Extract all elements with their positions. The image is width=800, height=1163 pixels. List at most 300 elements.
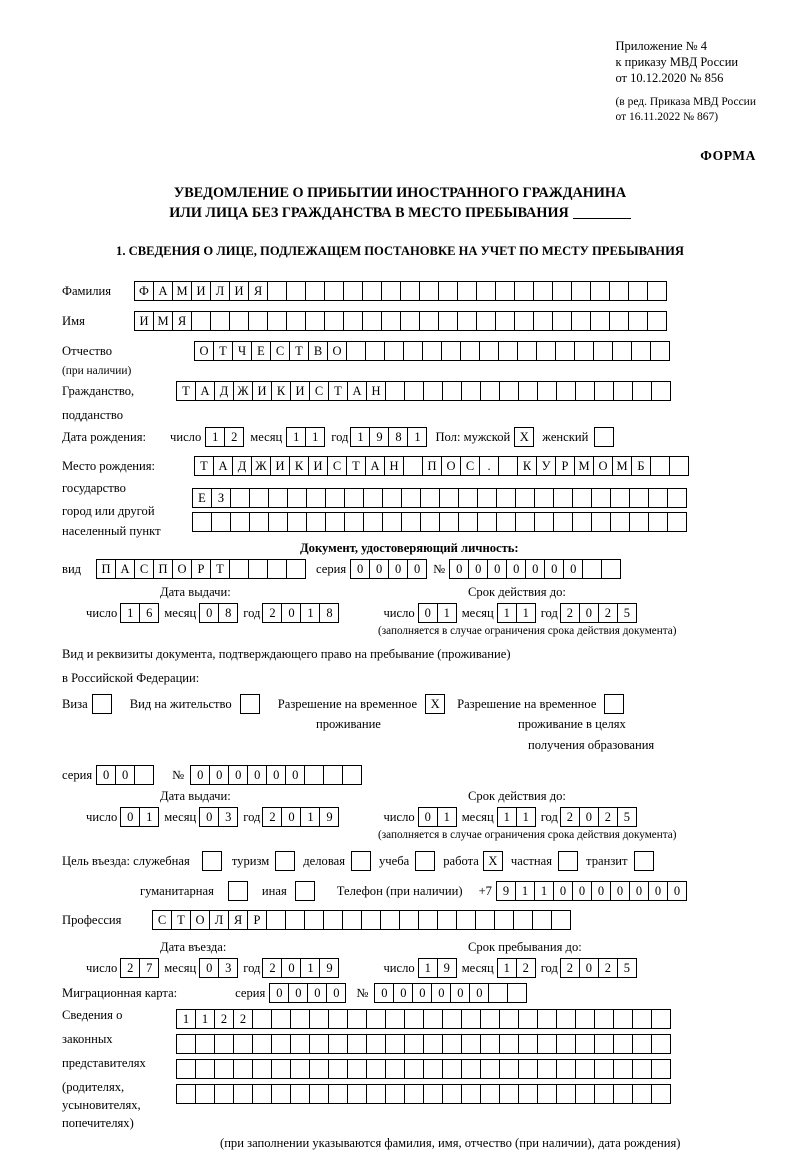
patronymic-boxes-cell[interactable] — [498, 341, 518, 361]
surname-boxes-cell[interactable] — [362, 281, 382, 301]
legal-rep-cell[interactable] — [480, 1009, 500, 1029]
legal-rep-cell[interactable]: 2 — [233, 1009, 253, 1029]
surname-boxes-cell[interactable] — [438, 281, 458, 301]
patronymic-boxes-cell[interactable] — [422, 341, 442, 361]
patronymic-boxes-cell[interactable]: В — [308, 341, 328, 361]
legal-rep-cell[interactable] — [233, 1034, 253, 1054]
birth-place-cell[interactable] — [211, 512, 231, 532]
birth-place-cell[interactable]: К — [517, 456, 537, 476]
stay-issue-year-boxes-cell[interactable]: 2 — [262, 807, 282, 827]
stay-series-boxes-cell[interactable]: 0 — [115, 765, 135, 785]
citizenship-boxes-cell[interactable] — [556, 381, 576, 401]
doc-kind-boxes-cell[interactable]: Р — [191, 559, 211, 579]
purpose-study-box-cell[interactable] — [415, 851, 435, 871]
stay-to-month-boxes-cell[interactable]: 2 — [516, 958, 536, 978]
surname-boxes-cell[interactable] — [343, 281, 363, 301]
name-boxes-cell[interactable] — [210, 311, 230, 331]
birth-place-cell[interactable]: С — [327, 456, 347, 476]
surname-boxes-cell[interactable] — [514, 281, 534, 301]
legal-rep-cell[interactable] — [651, 1084, 671, 1104]
phone-boxes-cell[interactable]: 0 — [648, 881, 668, 901]
profession-boxes-cell[interactable] — [418, 910, 438, 930]
citizenship-boxes-cell[interactable] — [442, 381, 462, 401]
doc-kind-boxes-cell[interactable]: Т — [210, 559, 230, 579]
legal-rep-cell[interactable] — [423, 1084, 443, 1104]
stay-issue-year-boxes-cell[interactable]: 9 — [319, 807, 339, 827]
birth-place-cell[interactable] — [669, 456, 689, 476]
legal-rep-cell[interactable] — [632, 1034, 652, 1054]
name-boxes-cell[interactable] — [571, 311, 591, 331]
birth-place-cell[interactable] — [648, 512, 668, 532]
legal-rep-cell[interactable] — [537, 1084, 557, 1104]
legal-rep-cell[interactable] — [613, 1009, 633, 1029]
purpose-humanitarian-box-cell[interactable] — [228, 881, 248, 901]
legal-rep-cell[interactable] — [252, 1034, 272, 1054]
birth-place-cell[interactable] — [439, 488, 459, 508]
birth-place-cell[interactable] — [610, 488, 630, 508]
legal-rep-cell[interactable]: 2 — [214, 1009, 234, 1029]
entry-year-boxes-cell[interactable]: 2 — [262, 958, 282, 978]
patronymic-boxes-cell[interactable] — [384, 341, 404, 361]
entry-year-boxes-cell[interactable]: 9 — [319, 958, 339, 978]
purpose-tourism-box-cell[interactable] — [275, 851, 295, 871]
doc-valid-year-boxes-cell[interactable]: 5 — [617, 603, 637, 623]
birth-place-cell[interactable] — [363, 488, 383, 508]
doc-number-boxes-cell[interactable]: 0 — [506, 559, 526, 579]
name-boxes-cell[interactable] — [267, 311, 287, 331]
citizenship-boxes-cell[interactable]: Д — [214, 381, 234, 401]
stay-issue-year-boxes-cell[interactable]: 0 — [281, 807, 301, 827]
legal-rep-cell[interactable] — [442, 1009, 462, 1029]
stay-to-year-boxes-cell[interactable]: 2 — [598, 958, 618, 978]
mc-number-boxes-cell[interactable]: 0 — [412, 983, 432, 1003]
edu-residence-box-cell[interactable] — [604, 694, 624, 714]
doc-issue-year-boxes-cell[interactable]: 1 — [300, 603, 320, 623]
patronymic-boxes-cell[interactable]: О — [194, 341, 214, 361]
citizenship-boxes-cell[interactable]: А — [195, 381, 215, 401]
citizenship-boxes-cell[interactable] — [461, 381, 481, 401]
legal-rep-cell[interactable] — [442, 1084, 462, 1104]
stay-issue-month-boxes-cell[interactable]: 3 — [218, 807, 238, 827]
temp-residence-box-cell[interactable]: X — [425, 694, 445, 714]
name-boxes-cell[interactable] — [381, 311, 401, 331]
legal-rep-cell[interactable] — [385, 1059, 405, 1079]
citizenship-boxes-cell[interactable]: Т — [328, 381, 348, 401]
patronymic-boxes-cell[interactable]: О — [327, 341, 347, 361]
visa-box-cell[interactable] — [92, 694, 112, 714]
mc-series-boxes-cell[interactable]: 0 — [326, 983, 346, 1003]
birth-place-cell[interactable] — [515, 512, 535, 532]
birth-place-cell[interactable] — [591, 512, 611, 532]
stay-number-boxes-cell[interactable] — [323, 765, 343, 785]
legal-rep-cell[interactable] — [518, 1009, 538, 1029]
name-boxes-cell[interactable] — [514, 311, 534, 331]
birth-place-cell[interactable] — [325, 488, 345, 508]
birth-month-boxes-cell[interactable]: 1 — [305, 427, 325, 447]
birth-place-cell[interactable] — [648, 488, 668, 508]
birth-place-cell[interactable] — [268, 488, 288, 508]
doc-issue-day-boxes-cell[interactable]: 1 — [120, 603, 140, 623]
patronymic-boxes-cell[interactable] — [536, 341, 556, 361]
stay-issue-day-boxes-cell[interactable]: 0 — [120, 807, 140, 827]
birth-place-cell[interactable] — [382, 488, 402, 508]
birth-place-cell[interactable] — [553, 512, 573, 532]
birth-place-cell[interactable] — [249, 488, 269, 508]
birth-place-cell[interactable]: А — [213, 456, 233, 476]
birth-place-cell[interactable]: Т — [346, 456, 366, 476]
doc-kind-boxes-cell[interactable] — [248, 559, 268, 579]
mc-series-boxes-cell[interactable]: 0 — [269, 983, 289, 1003]
legal-rep-cell[interactable] — [556, 1059, 576, 1079]
legal-rep-cell[interactable] — [594, 1084, 614, 1104]
birth-place-cell[interactable] — [534, 488, 554, 508]
birth-day-boxes-cell[interactable]: 2 — [224, 427, 244, 447]
legal-rep-cell[interactable] — [575, 1009, 595, 1029]
name-boxes-cell[interactable]: Я — [172, 311, 192, 331]
patronymic-boxes-cell[interactable]: Т — [213, 341, 233, 361]
birth-place-cell[interactable]: А — [365, 456, 385, 476]
birth-year-boxes-cell[interactable]: 9 — [369, 427, 389, 447]
name-boxes-cell[interactable] — [343, 311, 363, 331]
surname-boxes-cell[interactable] — [628, 281, 648, 301]
birth-place-cell[interactable] — [477, 488, 497, 508]
legal-rep-cell[interactable] — [309, 1034, 329, 1054]
legal-rep-cell[interactable] — [290, 1084, 310, 1104]
profession-boxes-cell[interactable]: Я — [228, 910, 248, 930]
doc-kind-boxes-cell[interactable]: А — [115, 559, 135, 579]
surname-boxes-cell[interactable] — [647, 281, 667, 301]
name-boxes-cell[interactable] — [419, 311, 439, 331]
birth-place-cell[interactable] — [458, 488, 478, 508]
legal-rep-cell[interactable] — [309, 1059, 329, 1079]
entry-year-boxes-cell[interactable]: 0 — [281, 958, 301, 978]
birth-place-cell[interactable] — [268, 512, 288, 532]
phone-boxes-cell[interactable]: 0 — [553, 881, 573, 901]
doc-kind-boxes-cell[interactable]: П — [153, 559, 173, 579]
name-boxes-cell[interactable] — [533, 311, 553, 331]
doc-issue-day-boxes-cell[interactable]: 6 — [139, 603, 159, 623]
birth-place-cell[interactable] — [572, 488, 592, 508]
stay-number-boxes-cell[interactable]: 0 — [209, 765, 229, 785]
legal-rep-cell[interactable] — [290, 1034, 310, 1054]
profession-boxes-cell[interactable] — [532, 910, 552, 930]
name-boxes-cell[interactable] — [609, 311, 629, 331]
doc-number-boxes-cell[interactable]: 0 — [544, 559, 564, 579]
birth-place-cell[interactable] — [363, 512, 383, 532]
birth-place-cell[interactable] — [287, 488, 307, 508]
mc-number-boxes-cell[interactable]: 0 — [450, 983, 470, 1003]
birth-place-cell[interactable]: Ж — [251, 456, 271, 476]
surname-boxes-cell[interactable] — [381, 281, 401, 301]
legal-rep-cell[interactable] — [214, 1084, 234, 1104]
stay-to-day-boxes-cell[interactable]: 9 — [437, 958, 457, 978]
surname-boxes-cell[interactable] — [590, 281, 610, 301]
doc-number-boxes-cell[interactable]: 0 — [449, 559, 469, 579]
legal-rep-cell[interactable] — [461, 1034, 481, 1054]
legal-rep-cell[interactable] — [347, 1034, 367, 1054]
phone-boxes-cell[interactable]: 1 — [534, 881, 554, 901]
mc-number-boxes-cell[interactable] — [507, 983, 527, 1003]
birth-place-cell[interactable]: И — [308, 456, 328, 476]
birth-place-cell[interactable]: Т — [194, 456, 214, 476]
stay-to-day-boxes-cell[interactable]: 1 — [418, 958, 438, 978]
doc-valid-year-boxes-cell[interactable]: 0 — [579, 603, 599, 623]
legal-rep-cell[interactable] — [461, 1009, 481, 1029]
profession-boxes-cell[interactable] — [266, 910, 286, 930]
doc-valid-year-boxes-cell[interactable]: 2 — [560, 603, 580, 623]
legal-rep-cell[interactable] — [385, 1084, 405, 1104]
patronymic-boxes-cell[interactable]: С — [270, 341, 290, 361]
legal-rep-cell[interactable] — [404, 1009, 424, 1029]
legal-rep-cell[interactable] — [423, 1034, 443, 1054]
name-boxes-cell[interactable] — [305, 311, 325, 331]
name-boxes-cell[interactable] — [438, 311, 458, 331]
legal-rep-cell[interactable] — [271, 1059, 291, 1079]
stay-number-boxes-cell[interactable] — [304, 765, 324, 785]
birth-place-cell[interactable]: И — [270, 456, 290, 476]
legal-rep-cell[interactable] — [613, 1084, 633, 1104]
legal-rep-cell[interactable] — [195, 1084, 215, 1104]
profession-boxes-cell[interactable] — [323, 910, 343, 930]
doc-kind-boxes-cell[interactable] — [267, 559, 287, 579]
stay-series-boxes-cell[interactable]: 0 — [96, 765, 116, 785]
doc-valid-day-boxes-cell[interactable]: 0 — [418, 603, 438, 623]
doc-issue-year-boxes-cell[interactable]: 8 — [319, 603, 339, 623]
birth-place-cell[interactable]: Б — [631, 456, 651, 476]
surname-boxes-cell[interactable] — [457, 281, 477, 301]
patronymic-boxes-cell[interactable]: Ч — [232, 341, 252, 361]
birth-day-boxes-cell[interactable]: 1 — [205, 427, 225, 447]
doc-series-boxes-cell[interactable]: 0 — [350, 559, 370, 579]
surname-boxes-cell[interactable] — [400, 281, 420, 301]
doc-issue-year-boxes-cell[interactable]: 0 — [281, 603, 301, 623]
doc-issue-month-boxes-cell[interactable]: 8 — [218, 603, 238, 623]
legal-rep-cell[interactable] — [632, 1084, 652, 1104]
patronymic-boxes-cell[interactable] — [612, 341, 632, 361]
legal-rep-cell[interactable] — [613, 1034, 633, 1054]
legal-rep-cell[interactable] — [233, 1059, 253, 1079]
legal-rep-cell[interactable] — [347, 1009, 367, 1029]
patronymic-boxes-cell[interactable] — [346, 341, 366, 361]
birth-place-cell[interactable]: Е — [192, 488, 212, 508]
legal-rep-cell[interactable] — [632, 1059, 652, 1079]
stay-issue-day-boxes-cell[interactable]: 1 — [139, 807, 159, 827]
patronymic-boxes-cell[interactable] — [650, 341, 670, 361]
birth-place-cell[interactable]: Н — [384, 456, 404, 476]
legal-rep-cell[interactable] — [423, 1009, 443, 1029]
patronymic-boxes-cell[interactable] — [517, 341, 537, 361]
legal-rep-cell[interactable] — [480, 1059, 500, 1079]
patronymic-boxes-cell[interactable]: Т — [289, 341, 309, 361]
profession-boxes-cell[interactable] — [304, 910, 324, 930]
legal-rep-cell[interactable] — [594, 1009, 614, 1029]
stay-valid-year-boxes-cell[interactable]: 0 — [579, 807, 599, 827]
legal-rep-cell[interactable] — [537, 1059, 557, 1079]
legal-rep-cell[interactable] — [575, 1084, 595, 1104]
stay-number-boxes-cell[interactable] — [342, 765, 362, 785]
doc-series-boxes-cell[interactable]: 0 — [388, 559, 408, 579]
legal-rep-cell[interactable] — [537, 1034, 557, 1054]
doc-kind-boxes-cell[interactable] — [229, 559, 249, 579]
legal-rep-cell[interactable] — [347, 1084, 367, 1104]
birth-place-cell[interactable]: П — [422, 456, 442, 476]
surname-boxes-cell[interactable]: М — [172, 281, 192, 301]
patronymic-boxes-cell[interactable] — [479, 341, 499, 361]
stay-valid-year-boxes-cell[interactable]: 5 — [617, 807, 637, 827]
patronymic-boxes-cell[interactable] — [441, 341, 461, 361]
legal-rep-cell[interactable] — [480, 1034, 500, 1054]
sex-female-box-cell[interactable] — [594, 427, 614, 447]
citizenship-boxes-cell[interactable] — [537, 381, 557, 401]
purpose-private-box-cell[interactable] — [558, 851, 578, 871]
name-boxes-cell[interactable] — [647, 311, 667, 331]
legal-rep-cell[interactable] — [651, 1059, 671, 1079]
stay-to-year-boxes-cell[interactable]: 2 — [560, 958, 580, 978]
citizenship-boxes-cell[interactable]: Н — [366, 381, 386, 401]
profession-boxes-cell[interactable]: Л — [209, 910, 229, 930]
surname-boxes-cell[interactable] — [267, 281, 287, 301]
stay-series-boxes-cell[interactable] — [134, 765, 154, 785]
stay-valid-year-boxes-cell[interactable]: 2 — [560, 807, 580, 827]
stay-number-boxes-cell[interactable]: 0 — [228, 765, 248, 785]
stay-to-year-boxes-cell[interactable]: 5 — [617, 958, 637, 978]
mc-number-boxes-cell[interactable]: 0 — [374, 983, 394, 1003]
name-boxes-cell[interactable] — [495, 311, 515, 331]
legal-rep-cell[interactable] — [328, 1009, 348, 1029]
legal-rep-cell[interactable] — [309, 1084, 329, 1104]
name-boxes-cell[interactable] — [248, 311, 268, 331]
surname-boxes-cell[interactable]: Я — [248, 281, 268, 301]
legal-rep-cell[interactable] — [271, 1084, 291, 1104]
legal-rep-cell[interactable] — [518, 1084, 538, 1104]
mc-series-boxes-cell[interactable]: 0 — [288, 983, 308, 1003]
profession-boxes-cell[interactable] — [361, 910, 381, 930]
profession-boxes-cell[interactable] — [494, 910, 514, 930]
birth-place-cell[interactable] — [515, 488, 535, 508]
entry-month-boxes-cell[interactable]: 3 — [218, 958, 238, 978]
legal-rep-cell[interactable] — [366, 1034, 386, 1054]
profession-boxes-cell[interactable] — [380, 910, 400, 930]
profession-boxes-cell[interactable] — [285, 910, 305, 930]
birth-place-cell[interactable] — [553, 488, 573, 508]
surname-boxes-cell[interactable]: Л — [210, 281, 230, 301]
phone-boxes-cell[interactable]: 0 — [667, 881, 687, 901]
stay-valid-year-boxes-cell[interactable]: 2 — [598, 807, 618, 827]
birth-place-cell[interactable] — [230, 488, 250, 508]
citizenship-boxes-cell[interactable] — [632, 381, 652, 401]
name-boxes-cell[interactable] — [590, 311, 610, 331]
mc-series-boxes-cell[interactable]: 0 — [307, 983, 327, 1003]
birth-place-cell[interactable] — [401, 512, 421, 532]
legal-rep-cell[interactable] — [195, 1059, 215, 1079]
phone-boxes-cell[interactable]: 0 — [572, 881, 592, 901]
birth-place-cell[interactable] — [344, 512, 364, 532]
legal-rep-cell[interactable] — [404, 1034, 424, 1054]
legal-rep-cell[interactable] — [423, 1059, 443, 1079]
legal-rep-cell[interactable]: 1 — [195, 1009, 215, 1029]
purpose-transit-box-cell[interactable] — [634, 851, 654, 871]
doc-issue-month-boxes-cell[interactable]: 0 — [199, 603, 219, 623]
citizenship-boxes-cell[interactable] — [575, 381, 595, 401]
legal-rep-cell[interactable] — [252, 1059, 272, 1079]
entry-year-boxes-cell[interactable]: 1 — [300, 958, 320, 978]
birth-place-cell[interactable] — [496, 488, 516, 508]
legal-rep-cell[interactable] — [176, 1059, 196, 1079]
birth-place-cell[interactable] — [477, 512, 497, 532]
doc-valid-day-boxes-cell[interactable]: 1 — [437, 603, 457, 623]
stay-number-boxes-cell[interactable]: 0 — [247, 765, 267, 785]
legal-rep-cell[interactable] — [195, 1034, 215, 1054]
birth-place-cell[interactable] — [667, 488, 687, 508]
purpose-other-box-cell[interactable] — [295, 881, 315, 901]
legal-rep-cell[interactable] — [347, 1059, 367, 1079]
mc-number-boxes-cell[interactable] — [488, 983, 508, 1003]
citizenship-boxes-cell[interactable] — [480, 381, 500, 401]
legal-rep-cell[interactable] — [594, 1034, 614, 1054]
surname-boxes-cell[interactable] — [495, 281, 515, 301]
legal-rep-cell[interactable]: 1 — [176, 1009, 196, 1029]
doc-number-boxes-cell[interactable]: 0 — [563, 559, 583, 579]
doc-valid-month-boxes-cell[interactable]: 1 — [516, 603, 536, 623]
legal-rep-cell[interactable] — [328, 1059, 348, 1079]
surname-boxes-cell[interactable] — [552, 281, 572, 301]
surname-boxes-cell[interactable]: А — [153, 281, 173, 301]
stay-valid-day-boxes-cell[interactable]: 1 — [437, 807, 457, 827]
patronymic-boxes-cell[interactable]: Е — [251, 341, 271, 361]
residence-permit-box-cell[interactable] — [240, 694, 260, 714]
birth-place-cell[interactable] — [458, 512, 478, 532]
surname-boxes-cell[interactable]: И — [191, 281, 211, 301]
birth-place-cell[interactable] — [192, 512, 212, 532]
profession-boxes-cell[interactable]: О — [190, 910, 210, 930]
surname-boxes-cell[interactable]: И — [229, 281, 249, 301]
birth-place-cell[interactable] — [667, 512, 687, 532]
legal-rep-cell[interactable] — [214, 1059, 234, 1079]
legal-rep-cell[interactable] — [309, 1009, 329, 1029]
doc-kind-boxes-cell[interactable] — [286, 559, 306, 579]
phone-boxes-cell[interactable]: 9 — [496, 881, 516, 901]
birth-place-cell[interactable] — [534, 512, 554, 532]
legal-rep-cell[interactable] — [366, 1009, 386, 1029]
birth-place-cell[interactable] — [382, 512, 402, 532]
surname-boxes-cell[interactable] — [324, 281, 344, 301]
birth-place-cell[interactable] — [496, 512, 516, 532]
birth-place-cell[interactable] — [401, 488, 421, 508]
legal-rep-cell[interactable] — [651, 1009, 671, 1029]
legal-rep-cell[interactable] — [537, 1009, 557, 1029]
purpose-work-box-cell[interactable]: X — [483, 851, 503, 871]
name-boxes-cell[interactable] — [324, 311, 344, 331]
patronymic-boxes-cell[interactable] — [574, 341, 594, 361]
name-boxes-cell[interactable] — [552, 311, 572, 331]
citizenship-boxes-cell[interactable] — [594, 381, 614, 401]
citizenship-boxes-cell[interactable] — [404, 381, 424, 401]
phone-boxes-cell[interactable]: 0 — [629, 881, 649, 901]
legal-rep-cell[interactable] — [385, 1009, 405, 1029]
legal-rep-cell[interactable] — [461, 1084, 481, 1104]
legal-rep-cell[interactable] — [214, 1034, 234, 1054]
stay-number-boxes-cell[interactable]: 0 — [190, 765, 210, 785]
name-boxes-cell[interactable] — [286, 311, 306, 331]
stay-valid-day-boxes-cell[interactable]: 0 — [418, 807, 438, 827]
doc-issue-year-boxes-cell[interactable]: 2 — [262, 603, 282, 623]
birth-place-cell[interactable] — [325, 512, 345, 532]
birth-year-boxes-cell[interactable]: 1 — [407, 427, 427, 447]
legal-rep-cell[interactable] — [404, 1084, 424, 1104]
stay-issue-year-boxes-cell[interactable]: 1 — [300, 807, 320, 827]
birth-month-boxes-cell[interactable]: 1 — [286, 427, 306, 447]
citizenship-boxes-cell[interactable]: И — [290, 381, 310, 401]
